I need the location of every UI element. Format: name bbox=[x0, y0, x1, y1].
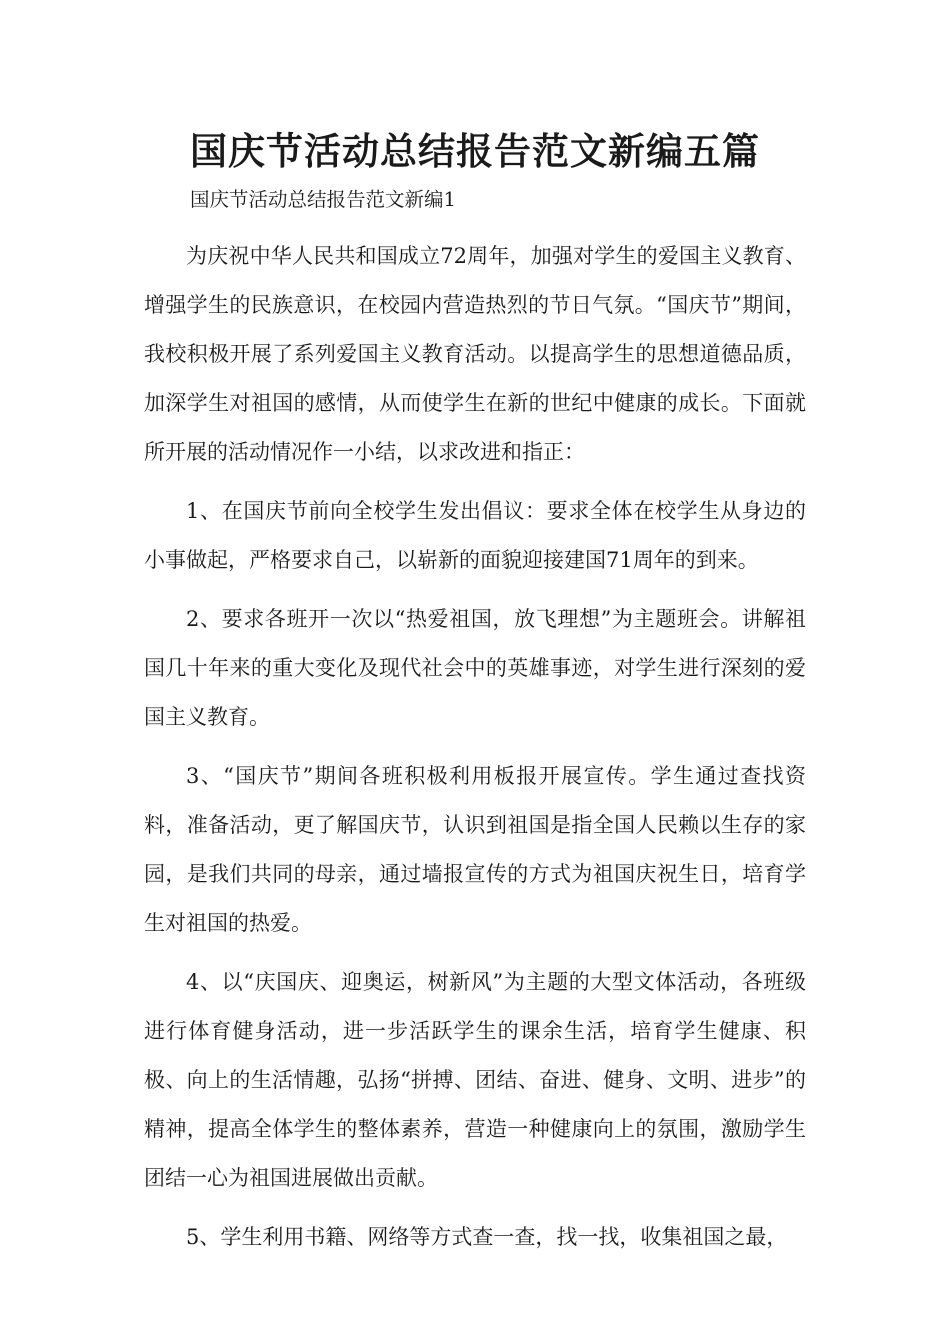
section-heading: 国庆节活动总结报告范文新编1 bbox=[190, 188, 456, 211]
document-title: 国庆节活动总结报告范文新编五篇 bbox=[190, 130, 760, 173]
item-paragraph-3: 3、“国庆节”期间各班积极利用板报开展宣传。学生通过查找资料，准备活动，更了解国庆节，认识到祖国是指全国人民赖以生存的家园，是我们共同的母亲，通过墙报宣传的方式为祖国庆祝生日，培育学生对祖国的热爱。 bbox=[144, 764, 806, 935]
intro-paragraph: 为庆祝中华人民共和国成立72周年，加强对学生的爱国主义教育、增强学生的民族意识，在校园内营造热烈的节日气氛。“国庆节”期间，我校积极开展了系列爱国主义教育活动。以提高学生的思想道德品质，加深学生对祖国的感情，从而使学生在新的世纪中健康的成长。下面就所开展的活动情况作一小结，以求改进和指正： bbox=[144, 244, 806, 464]
document-body bbox=[144, 232, 806, 1272]
item-paragraph-2: 2、要求各班开一次以“热爱祖国，放飞理想”为主题班会。讲解祖国几十年来的重大变化及现代社会中的英雄事迹，对学生进行深刻的爱国主义教育。 bbox=[144, 607, 806, 729]
item-paragraph-1: 1、在国庆节前向全校学生发出倡议：要求全体在校学生从身边的小事做起，严格要求自己，以崭新的面貌迎接建国71周年的到来。 bbox=[144, 499, 806, 572]
item-paragraph-4: 4、以“庆国庆、迎奥运，树新风”为主题的大型文体活动，各班级进行体育健身活动，进一步活跃学生的课余生活，培育学生健康、积极、向上的生活情趣，弘扬“拼搏、团结、奋进、健身、文明、进步”的精神，提高全体学生的整体素养，营造一种健康向上的氛围，激励学生团结一心为祖国进展做出贡献。 bbox=[144, 970, 806, 1190]
item-paragraph-5: 5、学生利用书籍、网络等方式查一查，找一找，收集祖国之最， bbox=[186, 1225, 788, 1249]
